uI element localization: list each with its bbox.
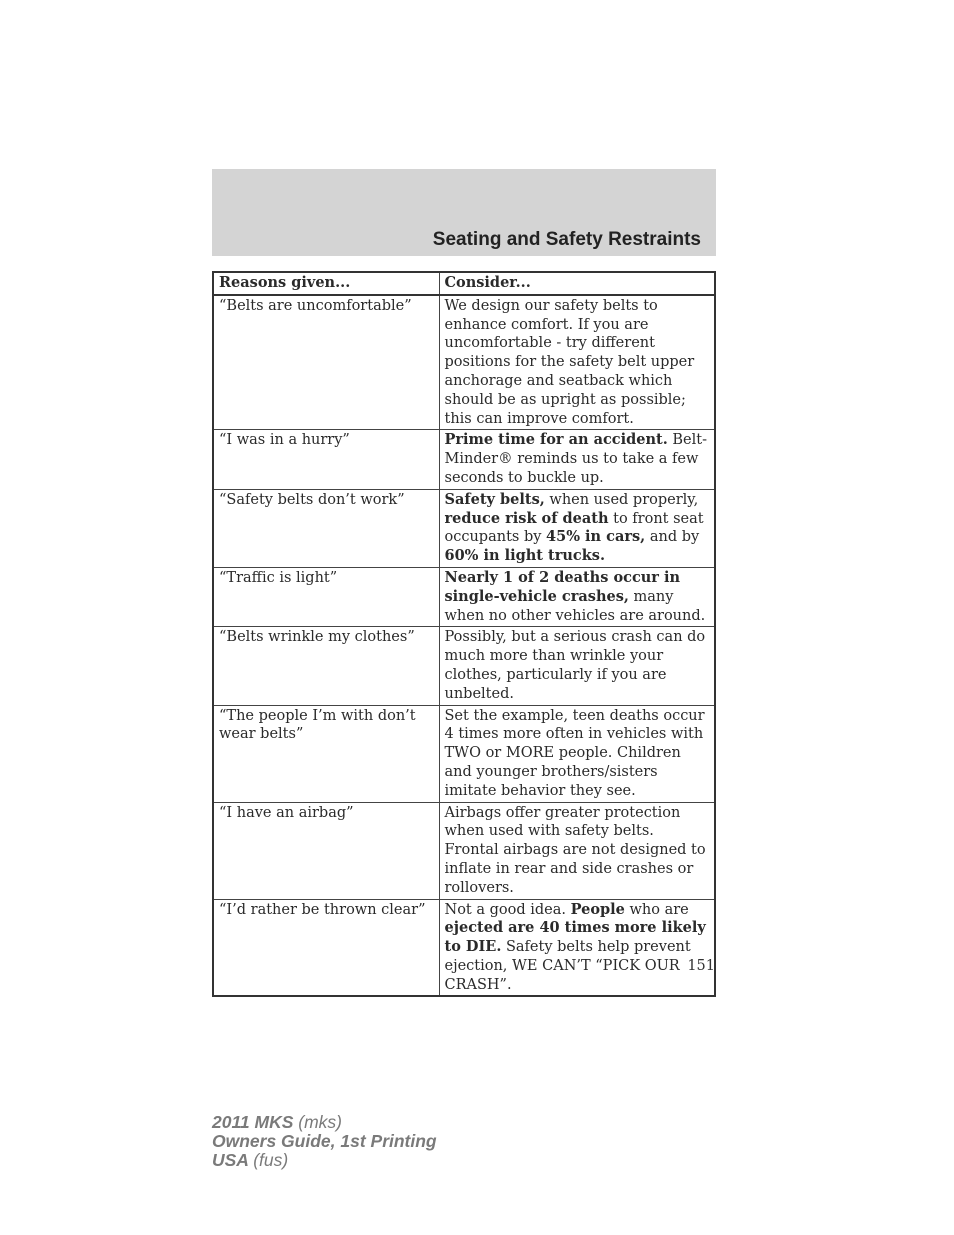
consider-cell (439, 430, 715, 489)
consider-cell (439, 899, 715, 996)
footer-model: 2011 MKS (212, 1112, 294, 1132)
consider-text-bold: 60% in light trucks. (444, 547, 606, 565)
consider-cell (439, 295, 715, 430)
column-header-reasons: Reasons given... (213, 272, 439, 295)
consider-text-bold: Safety belts, (444, 490, 545, 508)
consider-text-bold: ejected are 40 times more likely to DIE. (444, 919, 706, 956)
consider-text: Possibly, but a serious crash can do much more than wrinkle your clothes, particularly if you are unbelted. (444, 629, 706, 702)
table-row (213, 627, 715, 705)
consider-cell (439, 705, 715, 802)
footer-line-model (212, 1113, 437, 1132)
consider-text: many when no other vehicles are around. (444, 588, 706, 624)
footer-region-code: (fus) (253, 1150, 289, 1170)
footer-guide: Owners Guide, 1st Printing (212, 1131, 437, 1151)
consider-text: Safety belts help prevent ejection, WE CAN’T “PICK OUR CRASH”. (444, 939, 691, 993)
consider-cell (439, 802, 715, 899)
footer-line-guide (212, 1132, 437, 1151)
reason-cell: “Belts are uncomfortable” (213, 295, 439, 430)
consider-cell (439, 567, 715, 626)
footer-region: USA (212, 1150, 249, 1170)
table-row (213, 899, 715, 996)
reason-cell: “Belts wrinkle my clothes” (213, 627, 439, 705)
reasons-table (212, 271, 716, 997)
reason-cell: “I have an airbag” (213, 802, 439, 899)
consider-text: Set the example, teen deaths occur 4 times more often in vehicles with TWO or MORE people. Children and younger brothers/sisters imitate behavior they see. (444, 707, 705, 799)
reason-cell: “Safety belts don’t work” (213, 489, 439, 567)
consider-text-bold: People (570, 900, 625, 918)
footer-line-region (212, 1151, 437, 1170)
reason-cell: “I was in a hurry” (213, 430, 439, 489)
section-title: Seating and Safety Restraints (432, 229, 701, 250)
consider-text: when used properly, (544, 491, 699, 508)
footer (212, 1113, 437, 1170)
consider-text-bold: Nearly 1 of 2 deaths occur in single-vehicle crashes, (444, 568, 681, 605)
consider-text: who are (624, 901, 689, 918)
consider-text-bold: Prime time for an accident. (444, 431, 668, 449)
consider-text: Belt-Minder® reminds us to take a few seconds to buckle up. (444, 432, 708, 486)
consider-text-bold: reduce risk of death (444, 509, 609, 527)
column-header-consider: Consider... (439, 272, 715, 295)
consider-text: Not a good idea. (444, 901, 571, 918)
consider-cell (439, 489, 715, 567)
page-number: 151 (687, 958, 715, 974)
table-row (213, 430, 715, 489)
reason-cell: “I’d rather be thrown clear” (213, 899, 439, 996)
reason-cell: “The people I’m with don’t wear belts” (213, 705, 439, 802)
table-row (213, 295, 715, 430)
table-row (213, 802, 715, 899)
reason-cell: “Traffic is light” (213, 567, 439, 626)
consider-text: to front seat occupants by (444, 510, 704, 546)
consider-text: We design our safety belts to enhance comfort. If you are uncomfortable - try different positions for the safety belt upper anchorage and seatback which should be as upright as possible; this can improve comfort. (444, 297, 695, 427)
consider-cell (439, 627, 715, 705)
table-row (213, 489, 715, 567)
consider-text: and by (645, 529, 700, 546)
table-header-row (213, 272, 715, 295)
consider-text-bold: 45% in cars, (546, 528, 646, 546)
table-row (213, 705, 715, 802)
footer-model-code: (mks) (298, 1112, 342, 1132)
header-band (212, 169, 716, 256)
table-body (213, 295, 715, 997)
consider-text: Airbags offer greater protection when used with safety belts. Frontal airbags are not designed to inflate in rear and side crashes or rollovers. (444, 804, 706, 896)
table-row (213, 567, 715, 626)
